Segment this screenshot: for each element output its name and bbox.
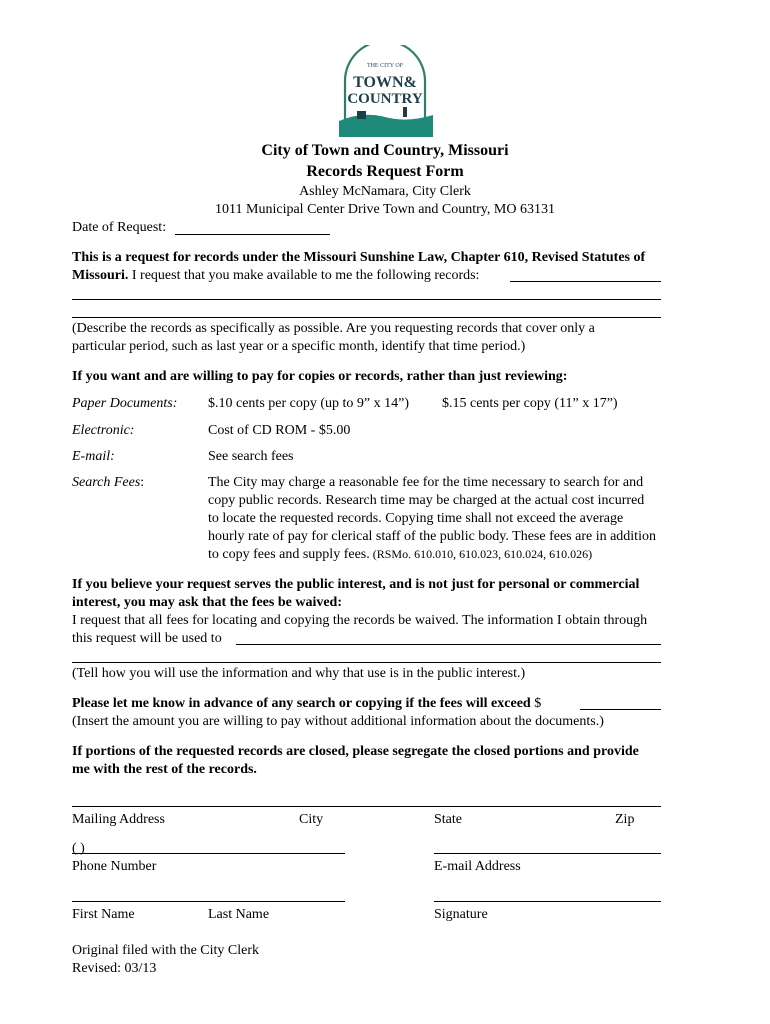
- intro-missouri: Missouri.: [72, 268, 129, 283]
- fee-limit-field[interactable]: [580, 709, 661, 710]
- fees-heading: If you want and are willing to pay for copies or records, rather than just reviewing:: [72, 369, 568, 384]
- advance-notice-line: [72, 695, 541, 712]
- use-field-line-1[interactable]: [236, 644, 661, 645]
- paper-documents-value-1: $.10 cents per copy (up to 9” x 14”): [208, 396, 409, 411]
- last-name-label: Last Name: [208, 907, 270, 922]
- email-address-field[interactable]: [434, 853, 661, 854]
- waiver-heading-line1: If you believe your request serves the public interest, and is not just for personal or commercial: [72, 577, 640, 592]
- email-address-label: E-mail Address: [434, 859, 521, 874]
- closed-records-line2: me with the rest of the records.: [72, 762, 257, 777]
- search-fees-last-line: [208, 546, 592, 563]
- closed-records-line1: If portions of the requested records are closed, please segregate the closed portions and provide: [72, 744, 639, 759]
- date-of-request-field[interactable]: [175, 234, 330, 235]
- advance-dollar: $: [530, 696, 542, 711]
- intro-line2: [72, 267, 479, 284]
- state-label: State: [434, 812, 462, 827]
- logo-line2: COUNTRY: [347, 91, 423, 107]
- advance-note: (Insert the amount you are willing to pay without additional information about the documents.): [72, 714, 604, 729]
- search-fees-line: to locate the requested records. Copying time shall not exceed the average: [208, 511, 624, 526]
- records-field-line-1[interactable]: [510, 281, 661, 282]
- search-fees-line: copy public records. Research time may be charged at the actual cost incurred: [208, 493, 645, 508]
- city-clerk: Ashley McNamara, City Clerk: [299, 184, 471, 199]
- use-field-line-2[interactable]: [72, 662, 661, 663]
- mailing-address-field[interactable]: [72, 806, 661, 807]
- search-fees-line: to copy fees and supply fees.: [208, 547, 370, 562]
- electronic-value: Cost of CD ROM - $5.00: [208, 423, 351, 438]
- city-label: City: [299, 812, 324, 827]
- logo-building: [357, 111, 366, 119]
- first-name-label: First Name: [72, 907, 135, 922]
- rsmo-citation: (RSMo. 610.010, 610.023, 610.024, 610.026): [369, 547, 593, 561]
- document-title: City of Town and Country, Missouri: [261, 142, 509, 159]
- email-label: E-mail:: [72, 449, 115, 464]
- records-field-line-2[interactable]: [72, 299, 661, 300]
- describe-note-line2: particular period, such as last year or a specific month, identify that time period.): [72, 339, 526, 354]
- signature-field[interactable]: [434, 901, 661, 902]
- name-field[interactable]: [72, 901, 345, 902]
- waiver-note: (Tell how you will use the information and why that use is in the public interest.): [72, 666, 526, 681]
- date-of-request-label: Date of Request:: [72, 220, 167, 235]
- search-fees-label: [72, 474, 144, 491]
- describe-note-line1: (Describe the records as specifically as possible. Are you requesting records that cover only a: [72, 321, 595, 336]
- records-field-line-3[interactable]: [72, 317, 661, 318]
- town-and-country-logo: [333, 45, 437, 140]
- email-value: See search fees: [208, 449, 294, 464]
- electronic-label: Electronic:: [72, 423, 135, 438]
- city-address: 1011 Municipal Center Drive Town and Country, MO 63131: [215, 202, 555, 217]
- paper-documents-value-2: $.15 cents per copy (11” x 17”): [442, 396, 618, 411]
- zip-label: Zip: [615, 812, 635, 827]
- paper-documents-label: Paper Documents:: [72, 396, 178, 411]
- logo-line1: TOWN&: [353, 74, 417, 91]
- phone-number-label: Phone Number: [72, 859, 157, 874]
- logo-hill: [339, 115, 433, 137]
- phone-area-code: ( ): [72, 841, 85, 856]
- waiver-heading-line2: interest, you may ask that the fees be waived:: [72, 595, 342, 610]
- logo-top-text: THE CITY OF: [366, 63, 404, 69]
- original-filed-note: Original filed with the City Clerk: [72, 943, 260, 958]
- revised-date: Revised: 03/13: [72, 961, 157, 976]
- search-fees-line: The City may charge a reasonable fee for the time necessary to search for and: [208, 475, 644, 490]
- search-fees-line: hourly rate of pay for clerical staff of the public body. These fees are in addition: [208, 529, 656, 544]
- waiver-text-line3: I request that all fees for locating and copying the records be waived. The information I obtain through: [72, 613, 648, 628]
- advance-notice-text: Please let me know in advance of any search or copying if the fees will exceed: [72, 696, 531, 711]
- phone-number-field[interactable]: [72, 853, 345, 854]
- waiver-text-line4: this request will be used to: [72, 631, 222, 646]
- logo-tree: [403, 107, 407, 117]
- signature-label: Signature: [434, 907, 488, 922]
- mailing-address-label: Mailing Address: [72, 812, 165, 827]
- intro-bold-line: This is a request for records under the Missouri Sunshine Law, Chapter 610, Revised Statutes of: [72, 250, 646, 265]
- intro-request-text: I request that you make available to me the following records:: [128, 268, 480, 283]
- form-title: Records Request Form: [306, 163, 464, 180]
- search-fees-colon: :: [140, 475, 145, 490]
- search-fees-label-text: Search Fees: [72, 475, 141, 490]
